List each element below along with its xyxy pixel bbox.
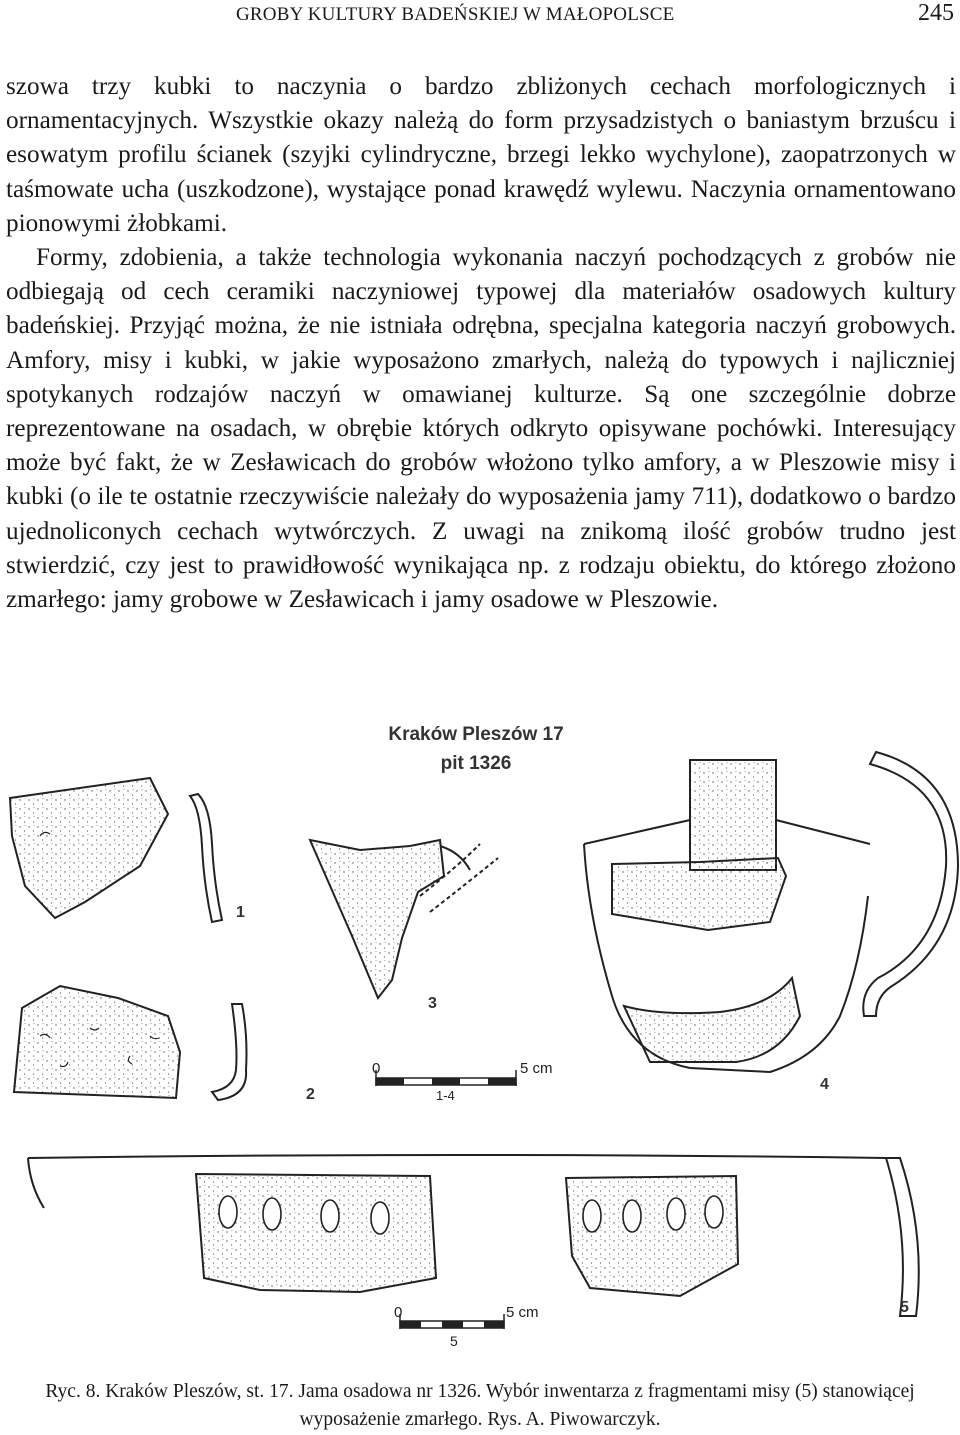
label-5: 5 xyxy=(900,1299,909,1316)
sherd-3 xyxy=(310,840,498,998)
page-number: 245 xyxy=(918,0,954,26)
label-2: 2 xyxy=(306,1086,315,1103)
page-header xyxy=(0,0,960,34)
scale-b-end: 5 cm xyxy=(506,1304,539,1321)
label-1: 1 xyxy=(236,904,245,921)
label-4: 4 xyxy=(820,1076,829,1093)
cup-4 xyxy=(584,752,958,1072)
figure-pottery-drawings xyxy=(0,716,960,1366)
scale-b-zero: 0 xyxy=(394,1304,403,1321)
bowl-5 xyxy=(28,1155,919,1316)
scale-a-zero: 0 xyxy=(372,1060,381,1077)
figure-caption: Ryc. 8. Kraków Pleszów, st. 17. Jama osadowa nr 1326. Wybór inwentarza z fragmentami misy (5) stanowiącej wyposażenie zmarłego. Rys. A. Piwowarczyk. xyxy=(45,1381,915,1430)
running-head: GROBY KULTURY BADEŃSKIEJ W MAŁOPOLSCE xyxy=(236,4,675,25)
scale-a-end: 5 cm xyxy=(520,1060,553,1077)
body-text xyxy=(6,70,956,617)
figure-title-line-2: pit 1326 xyxy=(440,753,512,774)
sherd-2 xyxy=(14,986,247,1100)
scale-bar-a xyxy=(376,1070,516,1086)
scale-bar-b xyxy=(400,1314,504,1329)
pottery-drawing xyxy=(0,716,960,1366)
sherd-1 xyxy=(10,778,222,922)
paragraph-2: Formy, zdobienia, a także technologia wykonania naczyń pochodzących z grobów nie odbiegają od cech ceramiki naczyniowej typowej dla materiałów osadowych kultury badeńskiej. Przyjąć można, że nie istniała odrębna, specjalna kategoria naczyń grobowych. Amfory, misy i kubki, w jakie wyposażono zmarłych, należą do typowych i najliczniej spotykanych rodzajów naczyń w omawianej kulturze. Są one szczególnie dobrze reprezentowane na osadach, w obrębie których odkryto opisywane pochówki. Interesujący może być fakt, że w Zesławicach do grobów włożono tylko amfory, a w Pleszowie misy i kubki (o ile te ostatnie rzeczywiście należały do wyposażenia jamy 711), dodatkowo o bardzo ujednoliconych cechach wytwórczych. Z uwagi na znikomą ilość grobów trudno jest stwierdzić, czy jest to prawidłowość wynikająca np. z rodzaju obiektu, do którego złożono zmarłego: jamy grobowe w Zesławicach i jamy osadowe w Pleszowie. xyxy=(6,244,956,614)
scale-a-range: 1-4 xyxy=(436,1088,455,1103)
scale-b-range: 5 xyxy=(450,1333,458,1349)
label-3: 3 xyxy=(428,995,437,1012)
paragraph-1: szowa trzy kubki to naczynia o bardzo zbliżonych cechach morfologicznych i ornamentacyjnych. Wszystkie okazy należą do form przysadzistych o baniastym brzuścu i esowatym profilu ścianek (szyjki cylindryczne, brzegi lekko wychylone), zaopatrzonych w taśmowate ucha (uszkodzone), wystające ponad krawędź wylewu. Naczynia ornamentowano pionowymi żłobkami. xyxy=(6,73,956,237)
figure-title-line-1: Kraków Pleszów 17 xyxy=(388,724,564,745)
